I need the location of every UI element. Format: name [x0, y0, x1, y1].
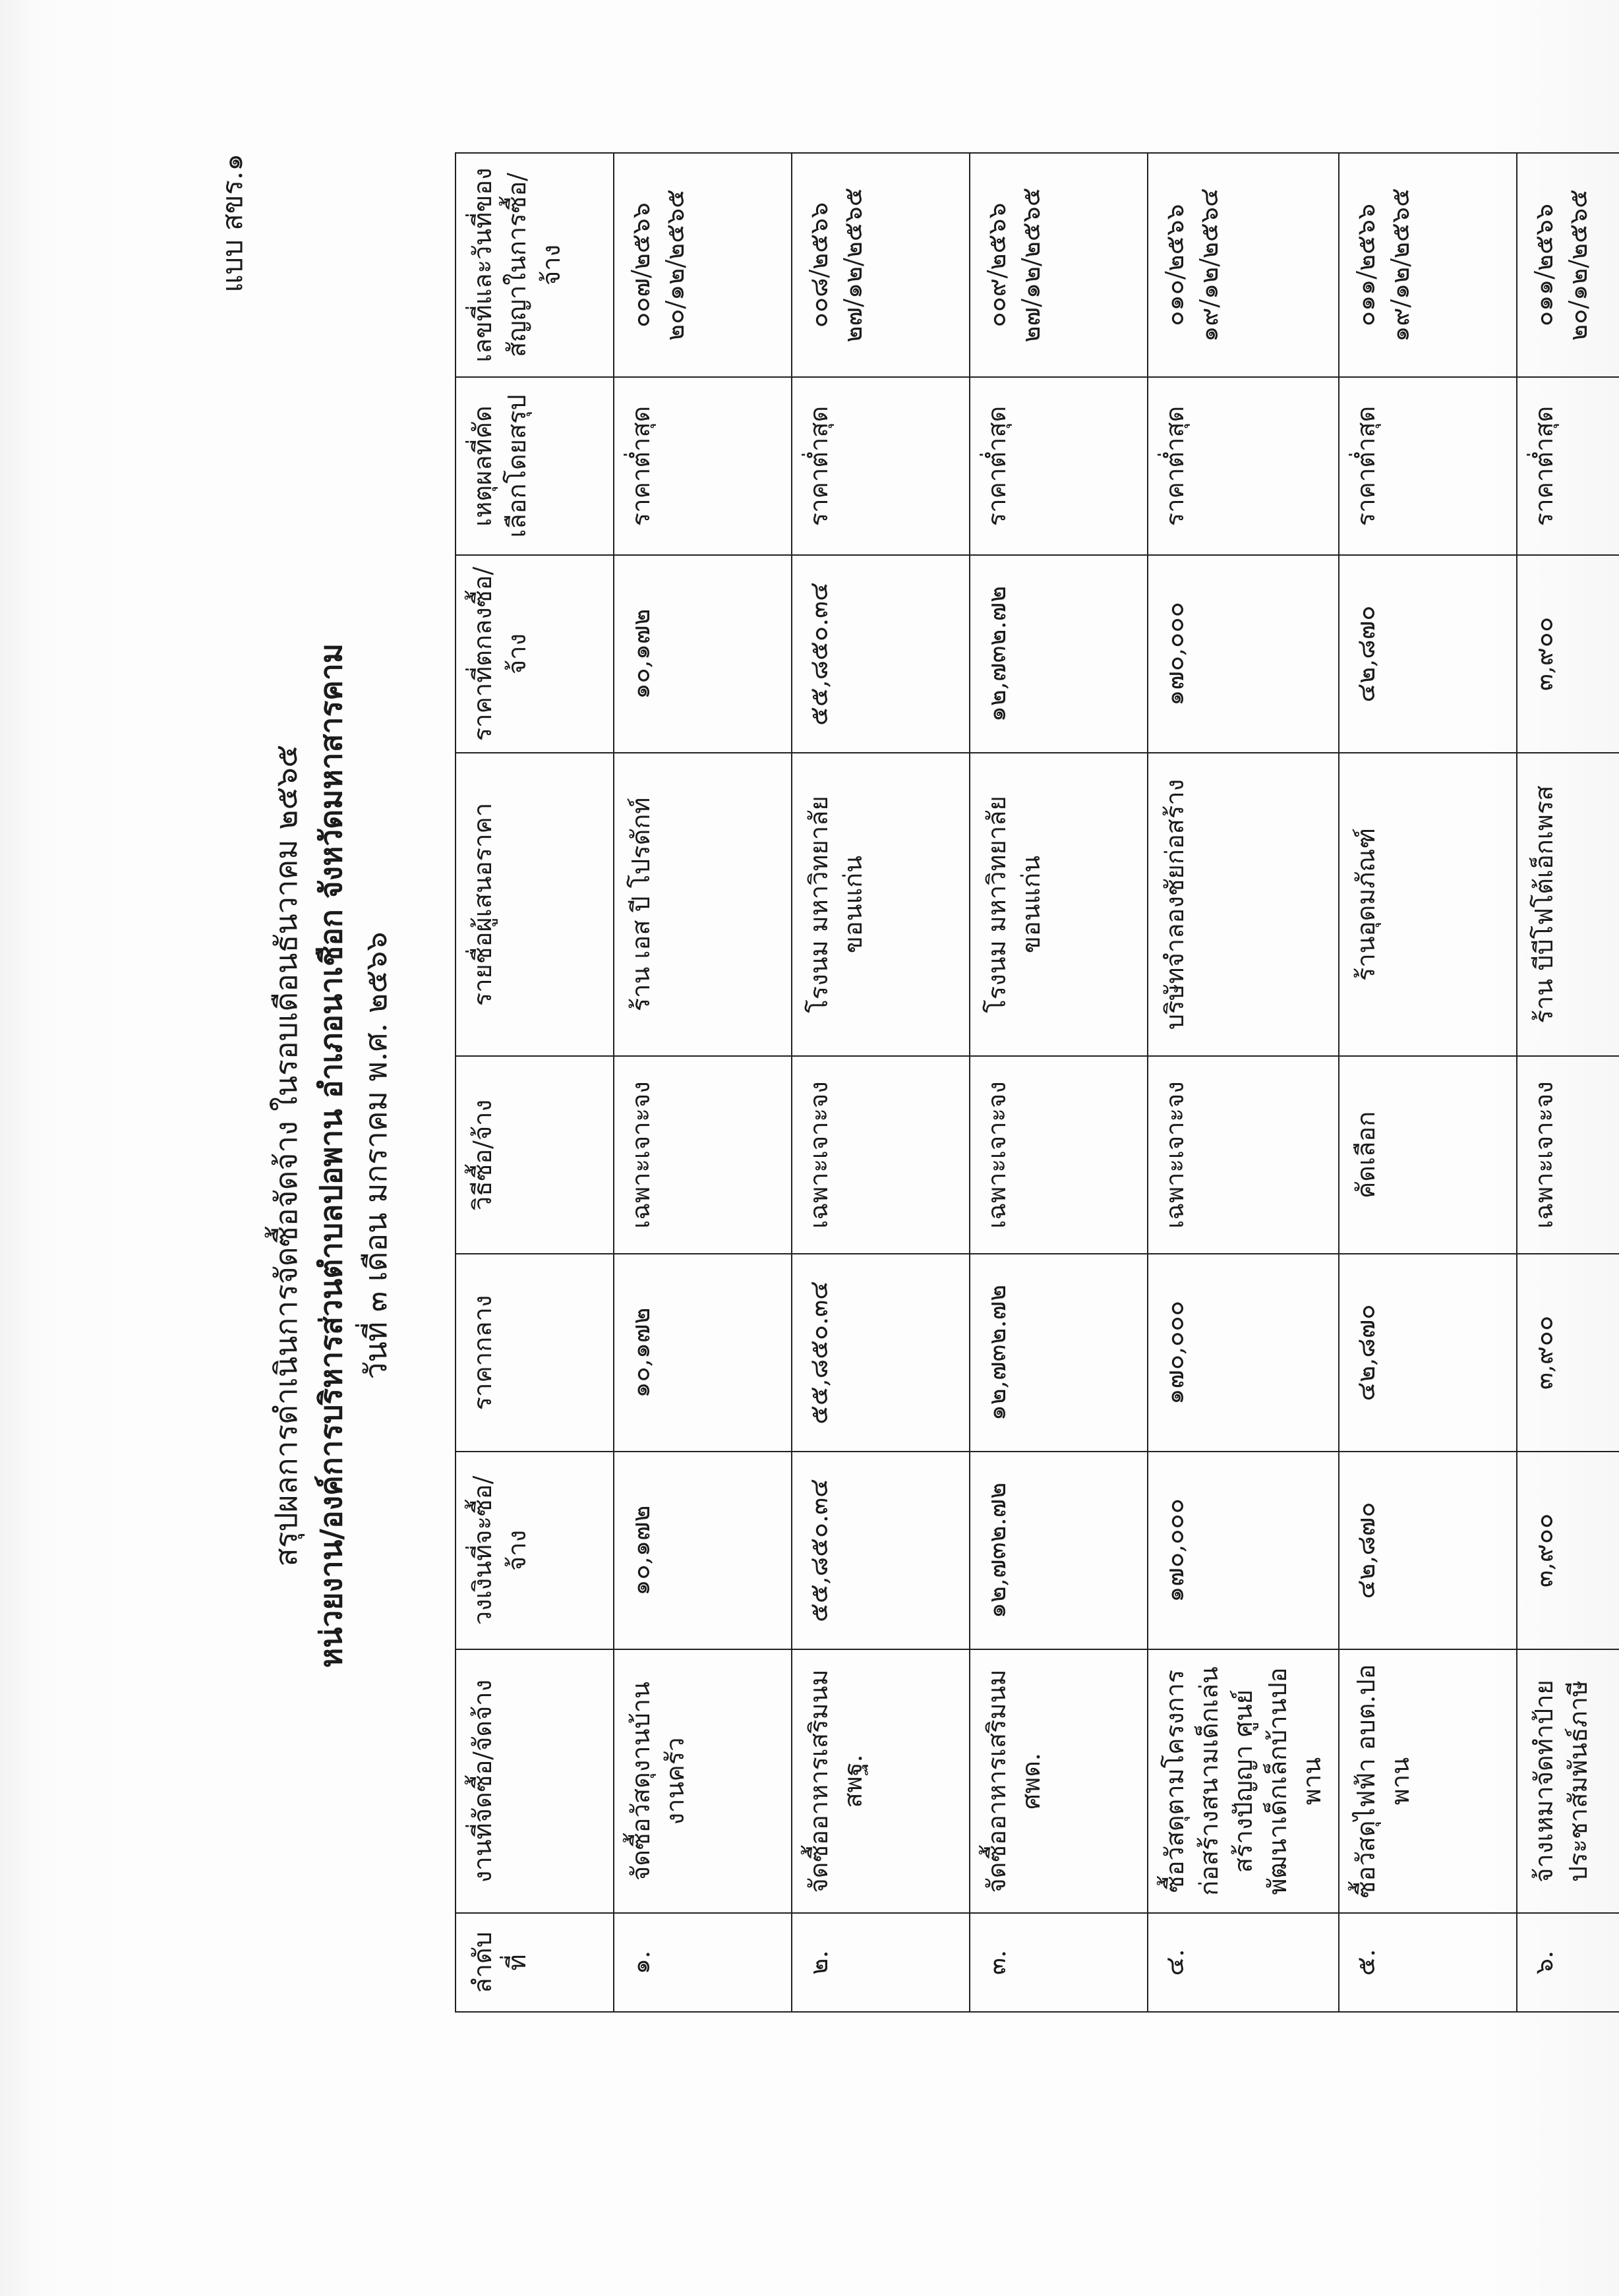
row-seq: ๒. [792, 1913, 970, 2012]
row-contract [1339, 153, 1517, 377]
row-reason: ราคาต่ำสุด [970, 377, 1148, 555]
row-item: ซื้อวัสดุตามโครงการก่อสร้างสนามเด็กเล่นสร้างปัญญา ศูนย์พัฒนาเด็กเล็กบ้านปอพาน [1148, 1649, 1339, 1913]
row-seq: ๑. [614, 1913, 792, 2012]
date-line: วันที่ ๓ เดือน มกราคม พ.ศ. ๒๕๖๖ [358, 931, 394, 1380]
row-median-price: ๑๒,๗๓๒.๗๒ [970, 1254, 1148, 1452]
row-agreed-price: ๑๐,๑๗๒ [614, 555, 792, 753]
header-agreed-price: ราคาที่ตกลงซื้อ/จ้าง [456, 555, 614, 753]
row-method: เฉพาะเจาะจง [1517, 1056, 1619, 1254]
row-reason: ราคาต่ำสุด [614, 377, 792, 555]
row-budget: ๓,๙๐๐ [1517, 1452, 1619, 1649]
row-agreed-price: ๑๒,๗๓๒.๗๒ [970, 555, 1148, 753]
row-seq: ๓. [970, 1913, 1148, 2012]
agency-line: หน่วยงาน/องค์การบริหารส่วนตำบลปอพาน อำเภอนาเชือก จังหวัดมหาสารคาม [313, 643, 349, 1668]
row-contract [970, 153, 1148, 377]
row-budget: ๑๗๐,๐๐๐ [1148, 1452, 1339, 1649]
row-agreed-price: ๔๒,๘๗๐ [1339, 555, 1517, 753]
row-median-price: ๓,๙๐๐ [1517, 1254, 1619, 1452]
row-seq: ๔. [1148, 1913, 1339, 2012]
header-bidders: รายชื่อผู้เสนอราคา [456, 753, 614, 1056]
contract-date: ๒๗/๑๒/๒๕๖๕ [1016, 187, 1045, 343]
table-row [792, 153, 970, 2012]
table-row [970, 153, 1148, 2012]
header-reason: เหตุผลที่คัดเลือกโดยสรุป [456, 377, 614, 555]
row-reason: ราคาต่ำสุด [792, 377, 970, 555]
row-item: จัดซื้อวัสดุงานบ้านงานครัว [614, 1649, 792, 1913]
row-item: ซื้อวัสดุไฟฟ้า อบต.ปอพาน [1339, 1649, 1517, 1913]
row-budget: ๑๐,๑๗๒ [614, 1452, 792, 1649]
contract-number: ๐๑๐/๒๕๖๖ [1160, 204, 1189, 326]
row-contract [792, 153, 970, 377]
header-item: งานที่จัดซื้อ/จัดจ้าง [456, 1649, 614, 1913]
procurement-summary-table [455, 152, 1619, 2013]
table-row [1148, 153, 1339, 2012]
header-budget: วงเงินที่จะซื้อ/จ้าง [456, 1452, 614, 1649]
row-item: จัดซื้ออาหารเสริมนม สพฐ. [792, 1649, 970, 1913]
document-title: สรุปผลการดำเนินการจัดซื้อจัดจ้าง ในรอบเดือนธันวาคม ๒๕๖๕ [268, 744, 304, 1567]
row-contract [1148, 153, 1339, 377]
row-budget: ๕๕,๘๕๐.๓๔ [792, 1452, 970, 1649]
row-bidder: ร้าน เอส ปี โปรดักท์ [614, 753, 792, 1056]
row-method: เฉพาะเจาะจง [614, 1056, 792, 1254]
header-seq: ลำดับที่ [456, 1913, 614, 2012]
row-bidder: ร้าน บีบีโฟโต้เอ็กเพรส [1517, 753, 1619, 1056]
header-median-price: ราคากลาง [456, 1254, 614, 1452]
contract-number: ๐๑๑/๒๕๖๖ [1351, 203, 1380, 327]
row-method: เฉพาะเจาะจง [792, 1056, 970, 1254]
contract-date: ๒๐/๑๒/๒๕๖๕ [1564, 189, 1593, 341]
row-bidder: โรงนม มหาวิทยาลัยขอนแก่น [970, 753, 1148, 1056]
row-seq: ๖. [1517, 1913, 1619, 2012]
row-reason: ราคาต่ำสุด [1339, 377, 1517, 555]
row-contract [614, 153, 792, 377]
row-bidder: ร้านอุดมภัณฑ์ [1339, 753, 1517, 1056]
row-budget: ๔๒,๘๗๐ [1339, 1452, 1517, 1649]
row-budget: ๑๒,๗๓๒.๗๒ [970, 1452, 1148, 1649]
row-median-price: ๕๕,๘๕๐.๓๔ [792, 1254, 970, 1452]
row-method: เฉพาะเจาะจง [970, 1056, 1148, 1254]
document-title-block [264, 279, 398, 2032]
contract-date: ๑๙/๑๒/๒๕๖๔ [1194, 188, 1223, 342]
row-method: คัดเลือก [1339, 1056, 1517, 1254]
row-median-price: ๑๐,๑๗๒ [614, 1254, 792, 1452]
header-contract: เลขที่และวันที่ของสัญญาในการซื้อ/จ้าง [456, 153, 614, 377]
row-bidder: โรงนม มหาวิทยาลัยขอนแก่น [792, 753, 970, 1056]
row-method: เฉพาะเจาะจง [1148, 1056, 1339, 1254]
form-code: แบบ สขร.๑ [216, 154, 249, 293]
table-row [1339, 153, 1517, 2012]
row-median-price: ๔๒,๘๗๐ [1339, 1254, 1517, 1452]
row-item: จ้างเหมาจัดทำป้ายประชาสัมพันธ์ภาษี [1517, 1649, 1619, 1913]
contract-date: ๒๗/๑๒/๒๕๖๕ [839, 187, 868, 343]
row-agreed-price: ๕๕,๘๕๐.๓๔ [792, 555, 970, 753]
row-item: จัดซื้ออาหารเสริมนม ศพด. [970, 1649, 1148, 1913]
row-seq: ๕. [1339, 1913, 1517, 2012]
table-row [1517, 153, 1619, 2012]
contract-number: ๐๐๘/๒๕๖๖ [804, 202, 833, 328]
contract-date: ๒๐/๑๒/๒๕๖๕ [661, 189, 690, 341]
row-agreed-price: ๑๗๐,๐๐๐ [1148, 555, 1339, 753]
contract-number: ๐๐๙/๒๕๖๖ [982, 202, 1011, 328]
row-agreed-price: ๓,๙๐๐ [1517, 555, 1619, 753]
row-bidder: บริษัทจำลองชัยก่อสร้าง [1148, 753, 1339, 1056]
contract-date: ๑๙/๑๒/๒๕๖๕ [1386, 188, 1415, 342]
contract-number: ๐๑๑/๒๕๖๖ [1529, 203, 1558, 327]
table-row [614, 153, 792, 2012]
row-median-price: ๑๗๐,๐๐๐ [1148, 1254, 1339, 1452]
header-method: วิธีซื้อ/จ้าง [456, 1056, 614, 1254]
row-reason: ราคาต่ำสุด [1517, 377, 1619, 555]
row-reason: ราคาต่ำสุด [1148, 377, 1339, 555]
table-header-row [456, 153, 614, 2012]
contract-number: ๐๐๗/๒๕๖๖ [626, 202, 655, 328]
row-contract [1517, 153, 1619, 377]
